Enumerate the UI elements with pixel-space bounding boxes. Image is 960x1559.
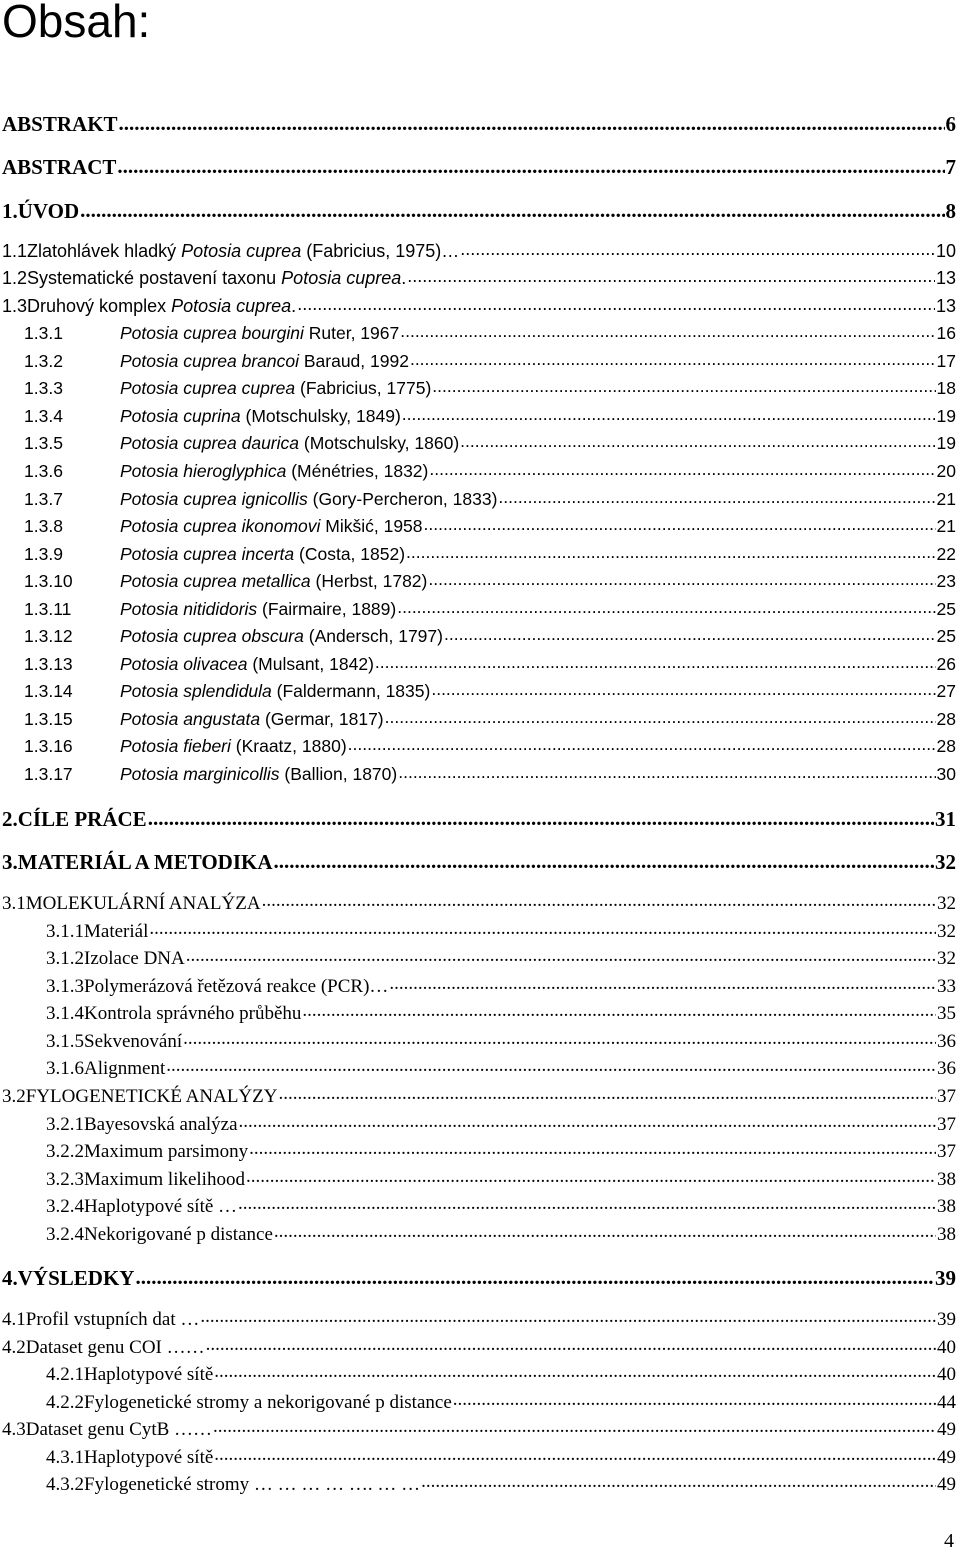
toc-entry-page: 10 [935,241,956,261]
toc-entry[interactable] [24,624,956,648]
toc-entry[interactable] [24,376,956,400]
toc-entry[interactable] [2,153,956,180]
toc-entry-number: 1.3.2 [24,351,63,371]
toc-entry-number: 1.3.16 [24,736,73,756]
toc-entry[interactable] [24,569,956,593]
toc-entry-label: Kontrola správného průběhu [84,1003,302,1024]
toc-entry-number: 3.2.3 [46,1169,84,1190]
toc-entry-number: 4.3.2 [46,1474,84,1495]
dot-leader [410,350,936,368]
toc-entry-page: 6 [945,112,956,136]
dot-leader [432,377,935,395]
dot-leader [214,1444,936,1463]
toc-entry-label: MOLEKULÁRNÍ ANALÝZA [25,893,261,914]
toc-entry-page: 23 [936,571,956,591]
toc-entry[interactable] [46,1471,956,1497]
dot-leader [239,1111,936,1130]
toc-entry[interactable] [46,973,956,999]
toc-entry-page: 26 [936,654,956,674]
toc-entry-page: 49 [937,1447,956,1468]
dot-leader [200,1306,936,1325]
toc-entry-number: 1.2 [2,268,28,288]
toc-entry-page: 25 [936,599,956,619]
toc-entry-page: 13 [935,296,956,316]
toc-entry-number: 3.2.2 [46,1141,84,1162]
toc-entry-number: 1.3.17 [24,764,73,784]
toc-entry-label: Maximum parsimony [84,1141,249,1162]
toc-entry-page: 31 [935,807,956,831]
toc-entry[interactable] [2,239,956,263]
toc-entry-number: 1.3.15 [24,709,73,729]
toc-entry-page: 38 [937,1224,956,1245]
toc-entry-label: Haplotypové sítě [84,1364,214,1385]
toc-entry-label: Profil vstupních dat … [25,1309,200,1330]
toc-entry-label: Druhový komplex Potosia cuprea. [27,296,297,316]
toc-entry-label: Potosia marginicollis (Ballion, 1870) [120,764,398,784]
toc-entry-label: Potosia cuprina (Motschulsky, 1849) [120,406,401,426]
toc-entry-page: 32 [937,921,956,942]
toc-entry-label: Potosia cuprea incerta (Costa, 1852) [120,544,406,564]
toc-entry[interactable] [2,805,956,832]
toc-entry[interactable] [2,890,956,916]
toc-entry-page: 32 [937,948,956,969]
toc-entry-page: 20 [936,461,956,481]
toc-entry-number: 4. [2,1266,18,1290]
toc-entry[interactable] [2,266,956,290]
toc-entry-label: ÚVOD [17,199,80,223]
toc-entry-label: Maximum likelihood [84,1169,245,1190]
toc-entry-label: Nekorigované p distance [84,1224,273,1245]
toc-entry[interactable] [24,652,956,676]
toc-entry-number: 1.3.11 [24,599,72,619]
toc-entry-label: MATERIÁL A METODIKA [17,850,273,874]
dot-leader [444,625,936,643]
dot-leader [397,598,935,616]
toc-entry-number: 1.3.3 [24,378,63,398]
toc-entry[interactable] [46,1055,956,1081]
toc-entry-label: VÝSLEDKY [17,1266,135,1290]
toc-entry[interactable] [46,1389,956,1415]
toc-entry-page: 36 [937,1058,956,1079]
toc-entry[interactable] [24,321,956,345]
toc-entry-number: 1.3.6 [24,461,63,481]
toc-entry-number: 1.3.4 [24,406,63,426]
toc-entry-number: 3.2.4 [46,1224,84,1245]
toc-entry-page: 27 [936,681,956,701]
dot-leader [183,1028,936,1047]
toc-entry[interactable] [46,1111,956,1137]
toc-entry-label: Zlatohlávek hladký Potosia cuprea (Fabricius, 1975)… [27,241,460,261]
toc-entry-number: 4.1 [2,1309,26,1330]
dot-leader [278,1083,936,1102]
toc-entry-number: 3. [2,850,18,874]
toc-entry-page: 28 [936,709,956,729]
dot-leader [238,1193,936,1212]
toc-entry-label: Haplotypové sítě … [84,1196,238,1217]
dot-leader [117,153,944,174]
toc-entry-label: Bayesovská analýza [84,1114,238,1135]
dot-leader [246,1166,936,1185]
toc-entry-label: Potosia cuprea bourgini Ruter, 1967 [120,323,400,343]
toc-entry[interactable] [24,349,956,373]
dot-leader [375,653,936,671]
dot-leader [398,763,935,781]
toc-entry-page: 39 [937,1309,956,1330]
toc-entry-label: Potosia nitididoris (Fairmaire, 1889) [120,599,397,619]
dot-leader [214,1361,936,1380]
toc-entry-page: 32 [935,850,956,874]
toc-entry-label: Materiál [84,921,149,942]
dot-leader [274,848,934,869]
dot-leader [498,488,935,506]
toc-entry-page: 40 [937,1337,956,1358]
toc-entry-label: CÍLE PRÁCE [17,807,147,831]
dot-leader [274,1221,936,1240]
toc-entry-page: 17 [936,351,956,371]
dot-leader [149,918,936,937]
toc-entry-label: Dataset genu COI …… [25,1337,205,1358]
toc-entry[interactable] [2,1306,956,1332]
dot-leader [348,735,936,753]
toc-entry-label: Potosia cuprea brancoi Baraud, 1992 [120,351,409,371]
toc-entry-number: 1.3.8 [24,516,63,536]
toc-entry[interactable] [2,1416,956,1442]
toc-entry-page: 39 [935,1266,956,1290]
toc-entry-page: 19 [936,433,956,453]
toc-entry-label: ABSTRAKT [2,112,118,136]
toc-entry[interactable] [46,1221,956,1247]
toc-entry[interactable] [24,487,956,511]
toc-entry-number: 3.1 [2,893,26,914]
page-title: Obsah: [2,0,151,47]
toc-entry[interactable] [46,1000,956,1026]
toc-entry-number: 3.2 [2,1086,26,1107]
toc-entry-label: Potosia cuprea ikonomovi Mikšić, 1958 [120,516,423,536]
toc-entry-page: 36 [937,1031,956,1052]
dot-leader [80,197,944,218]
toc-entry-number: 1.3 [2,296,28,316]
toc-entry[interactable] [46,918,956,944]
toc-entry-page: 19 [936,406,956,426]
toc-entry-page: 40 [937,1364,956,1385]
toc-entry-page: 38 [937,1196,956,1217]
toc-entry-label: Potosia cuprea cuprea (Fabricius, 1775) [120,378,432,398]
toc-entry-number: 4.2.1 [46,1364,84,1385]
toc-entry-page: 32 [937,893,956,914]
toc-entry-page: 7 [945,155,956,179]
toc-entry-number: 1.3.10 [24,571,73,591]
toc-entry-label: Potosia olivacea (Mulsant, 1842) [120,654,374,674]
toc-entry-number: 4.3.1 [46,1447,84,1468]
toc-entry[interactable] [24,404,956,428]
dot-leader [400,322,935,340]
dot-leader [385,708,936,726]
toc-entry-number: 4.3 [2,1419,26,1440]
toc-entry-label: Polymerázová řetězová reakce (PCR)… [84,976,389,997]
toc-entry-label: Izolace DNA [84,948,185,969]
toc-entry-page: 37 [937,1114,956,1135]
toc-entry-label: Dataset genu CytB …… [25,1419,213,1440]
toc-entry[interactable] [24,597,956,621]
toc-entry[interactable] [46,1166,956,1192]
dot-leader [424,515,936,533]
toc-entry-page: 18 [936,378,956,398]
toc-entry-number: 1.1 [2,241,28,261]
dot-leader [406,543,936,561]
toc-entry-label: Potosia cuprea metallica (Herbst, 1782) [120,571,428,591]
toc-entry[interactable] [2,110,956,137]
dot-leader [431,680,935,698]
toc-entry-label: Sekvenování [84,1031,183,1052]
toc-entry-page: 44 [937,1392,956,1413]
toc-entry-label: Potosia cuprea daurica (Motschulsky, 1860) [120,433,460,453]
toc-entry-number: 1.3.9 [24,544,63,564]
toc-entry[interactable] [2,1334,956,1360]
toc-entry-number: 1.3.5 [24,433,63,453]
toc-entry[interactable] [24,514,956,538]
toc-entry-number: 2. [2,807,18,831]
toc-entry-number: 4.2.2 [46,1392,84,1413]
toc-entry-page: 37 [937,1141,956,1162]
toc-entry-number: 3.2.1 [46,1114,84,1135]
toc-entry-label: Systematické postavení taxonu Potosia cuprea. [27,268,407,288]
toc-entry-page: 38 [937,1169,956,1190]
dot-leader [453,1389,936,1408]
dot-leader [297,294,935,312]
toc-entry[interactable] [46,1193,956,1219]
toc-entry-label: Potosia angustata (Germar, 1817) [120,709,384,729]
toc-entry-number: 1. [2,199,18,223]
dot-leader [206,1334,936,1353]
toc-entry-number: 1.3.12 [24,626,73,646]
toc-entry-page: 16 [936,323,956,343]
toc-entry-label: Haplotypové sítě [84,1447,214,1468]
toc-entry[interactable] [24,734,956,758]
toc-entry[interactable] [46,1138,956,1164]
toc-entry-label: Potosia cuprea obscura (Andersch, 1797) [120,626,443,646]
toc-entry-page: 33 [937,976,956,997]
toc-entry[interactable] [24,679,956,703]
toc-entry[interactable] [24,431,956,455]
toc-entry-page: 21 [936,516,956,536]
toc-entry-page: 25 [936,626,956,646]
toc-entry-number: 3.1.6 [46,1058,84,1079]
page-number: 4 [944,1530,954,1552]
dot-leader [421,1471,936,1490]
toc-entry[interactable] [2,848,956,875]
toc-entry[interactable] [24,459,956,483]
dot-leader [166,1055,936,1074]
toc-entry-page: 49 [937,1419,956,1440]
toc-entry-page: 13 [935,268,956,288]
dot-leader [249,1138,936,1157]
toc-entry[interactable] [2,197,956,224]
toc-entry-page: 35 [937,1003,956,1024]
dot-leader [148,805,934,826]
toc-entry[interactable] [46,945,956,971]
toc-entry[interactable] [2,1083,956,1109]
toc-entry-label: Potosia fieberi (Kraatz, 1880) [120,736,347,756]
toc-entry-page: 22 [936,544,956,564]
toc-entry-page: 21 [936,489,956,509]
toc-entry-number: 3.1.4 [46,1003,84,1024]
toc-entry[interactable] [2,1264,956,1291]
toc-entry-number: 3.1.5 [46,1031,84,1052]
dot-leader [429,460,935,478]
toc-entry-number: 1.3.14 [24,681,73,701]
toc-entry-label: Alignment [84,1058,166,1079]
toc-entry-page: 28 [936,736,956,756]
toc-entry-page: 8 [945,199,956,223]
toc-entry-label: Potosia hieroglyphica (Ménétries, 1832) [120,461,429,481]
toc-entry-number: 1.3.1 [24,323,63,343]
toc-entry-number: 3.1.3 [46,976,84,997]
toc-entry-number: 3.1.2 [46,948,84,969]
dot-leader [213,1416,936,1435]
dot-leader [460,432,935,450]
toc-entry[interactable] [2,294,956,318]
toc-entry-number: 3.2.4 [46,1196,84,1217]
dot-leader [302,1000,936,1019]
toc-entry-page: 30 [936,764,956,784]
toc-entry-label: FYLOGENETICKÉ ANALÝZY [25,1086,278,1107]
toc-entry[interactable] [24,762,956,786]
toc-entry-label: Fylogenetické stromy a nekorigované p distance [84,1392,452,1413]
toc-entry-label: Potosia cuprea ignicollis (Gory-Percheron, 1833) [120,489,498,509]
toc-entry[interactable] [24,707,956,731]
dot-leader [119,110,945,131]
dot-leader [389,973,936,992]
toc-entry-number: 1.3.13 [24,654,73,674]
dot-leader [460,239,935,257]
toc-entry-number: 3.1.1 [46,921,84,942]
toc-entry-label: Fylogenetické stromy … … … … …. … … [84,1474,421,1495]
dot-leader [402,405,936,423]
toc-entry-number: 4.2 [2,1337,26,1358]
toc-entry-label: Potosia splendidula (Faldermann, 1835) [120,681,431,701]
toc-entry[interactable] [46,1444,956,1470]
dot-leader [186,945,936,964]
toc-entry[interactable] [46,1028,956,1054]
dot-leader [262,890,936,909]
toc-entry[interactable] [24,542,956,566]
toc-entry-page: 49 [937,1474,956,1495]
dot-leader [407,266,935,284]
dot-leader [135,1264,934,1285]
toc-entry-number: 1.3.7 [24,489,63,509]
toc-entry-page: 37 [937,1086,956,1107]
dot-leader [428,570,935,588]
toc-entry[interactable] [46,1361,956,1387]
toc-entry-label: ABSTRACT [2,155,117,179]
